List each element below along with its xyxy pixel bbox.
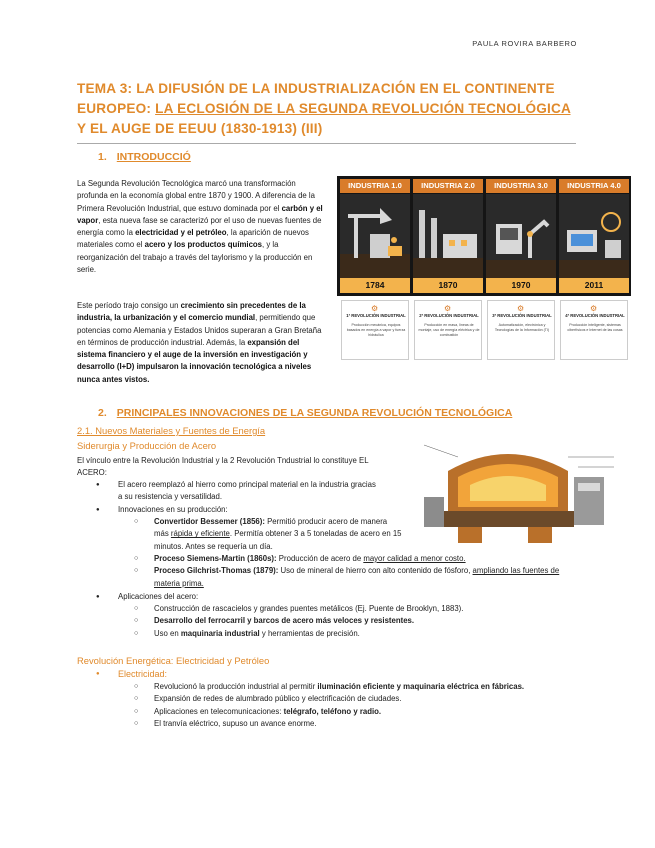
title-part-3: Y EL AUGE DE EEUU (1830-1913) (III) [77,121,323,136]
industry-cards [337,300,631,360]
robot-arm-icon [486,194,556,278]
list-item: ○ Proceso Gilchrist-Thomas (1879): Uso de mineral de hierro con alto contenido de fósforo, ampliando las fuentes de materia prima. [154,565,564,590]
industry-2-column [413,179,483,293]
industry-2-year: 1870 [413,278,483,293]
list-item: ○ Aplicaciones en telecomunicaciones: telégrafo, teléfono y radio. [154,706,564,718]
electricidad-list [118,668,558,680]
industry-1-year: 1784 [340,278,410,293]
industry-3-column [486,179,556,293]
section-1-label: INTRODUCCIÓ [116,151,191,163]
industry-evolution-infographic [337,176,631,296]
smart-factory-icon [559,194,629,278]
title-part-2: LA ECLOSIÓN DE LA SEGUNDA REVOLUCIÓN TECNOLÓGICA [155,101,571,116]
intro-paragraph-1: La Segunda Revolución Tecnológica marcó una transformación profunda en la economía global entre 1870 y 1900. A diferencia de la Primera Revolución Industrial, que estuvo dominada por el carbón y el vapor, esta nueva fase se caracterizó por el uso de nuevas fuentes de energía como la electricidad y el petróleo, la aparición de nuevos materiales como el acero y los productos químicos, y la reorganización del trabajo a través del taylorismo y la producción en serie. [77,179,323,275]
section-2-label: PRINCIPALES INNOVACIONES DE LA SEGUNDA REVOLUCIÓN TECNOLÓGICA [116,407,513,419]
intro-paragraph-2a: Este período trajo consigo un crecimiento sin precedentes de la industria, la urbanización y el comercio mundial, permitiendo que potencias como Alemania y Estados Unidos superaran a Gran Bretaña en términos de producción industrial. Además, la expansión del sistema financiero y el auge de la inversión en investigación y desarrollo (I+D) impulsaron la innovación tecnológica a niveles nunca antes vistos. [77,301,322,384]
list-item: ○ El tranvía eléctrico, supuso un avance enorme. [154,718,564,730]
furnace-illustration [418,437,620,549]
acero-list [118,479,378,516]
industry-3-card: ⚙ 3ª REVOLUCIÓN INDUSTRIAL Automatización, electrónica y Tecnologías de la Información (TI) [487,300,555,360]
gear-icon: ⚙ [444,304,452,313]
electricidad-sublist [154,681,564,730]
list-item: ● Innovaciones en su producción: [118,504,378,516]
list-item: ● Electricidad: [118,668,558,680]
author-name: PAULA ROVIRA BARBERO [472,39,577,48]
list-item: ○ Proceso Siemens-Martin (1860s): Producción de acero de mayor calidad a menor costo. [154,553,564,565]
siderurgia-heading: Siderurgia y Producción de Acero [77,440,217,451]
industry-1-label: INDUSTRIA 1.0 [340,179,410,193]
list-item: ● Aplicaciones del acero: [118,591,558,603]
industry-1-card: ⚙ 1ª REVOLUCIÓN INDUSTRIAL Producción mecánica, equipos basados en energía a vapor y fuerza hidráulica [341,300,409,360]
aplicaciones-sublist [154,603,564,640]
list-item: ● El acero reemplazó al hierro como principal material en la industria gracias a su resistencia y versatilidad. [118,479,378,504]
industry-4-year: 2011 [559,278,629,293]
list-item: ○ Revolucionó la producción industrial al permitir iluminación eficiente y maquinaria eléctrica en fábricas. [154,681,564,693]
gear-icon: ⚙ [590,304,598,313]
section-1-number: 1. [98,151,107,163]
list-item: ○ Desarrollo del ferrocarril y barcos de acero más veloces y resistentes. [154,615,564,627]
title-divider [77,143,576,144]
aplicaciones-list [118,591,558,603]
factory-icon [413,194,483,278]
industry-1-column [340,179,410,293]
gear-icon: ⚙ [517,304,525,313]
list-item: ○ Uso en maquinaria industrial y herramientas de precisión. [154,628,564,640]
page-title [77,79,577,139]
industry-4-card: ⚙ 4ª REVOLUCIÓN INDUSTRIAL Producción inteligente, sistemas ciberfísicos e Internet de las cosas [560,300,628,360]
gear-icon: ⚙ [371,304,379,313]
oil-pump-icon [340,194,410,278]
list-item: ○ Convertidor Bessemer (1856): Permitió producir acero de manera más rápida y eficiente. Permitía obtener 3 a 5 toneladas de acero en 15 minutos. Antes se requería un día. [154,516,404,553]
innovaciones-sublist-cont [154,553,564,590]
list-item: ○ Expansión de redes de alumbrado público y electrificación de ciudades. [154,693,564,705]
industry-2-card: ⚙ 2ª REVOLUCIÓN INDUSTRIAL Producción en masa, líneas de montaje, uso de energía eléctrica y de combustión [414,300,482,360]
section-2-number: 2. [98,407,107,419]
subsection-2-1-heading: 2.1. Nuevos Materiales y Fuentes de Energía [77,425,266,436]
industry-2-label: INDUSTRIA 2.0 [413,179,483,193]
industry-4-column [559,179,629,293]
acero-intro: El vínculo entre la Revolución Industrial y la 2 Revolución Tndustrial lo constituye EL ACERO: [77,456,369,478]
section-2-heading [98,407,512,419]
list-item: ○ Construcción de rascacielos y grandes puentes metálicos (Ej. Puente de Brooklyn, 1883). [154,603,564,615]
industry-3-year: 1970 [486,278,556,293]
title-part-1: TEMA 3: LA DIFUSIÓN DE LA INDUSTRIALIZACIÓN EN EL CONTINENTE EUROPEO: [77,81,555,116]
industry-3-label: INDUSTRIA 3.0 [486,179,556,193]
innovaciones-sublist [154,516,404,553]
section-1-heading [98,151,191,163]
energy-heading: Revolución Energética: Electricidad y Petróleo [77,655,270,666]
industry-4-label: INDUSTRIA 4.0 [559,179,629,193]
